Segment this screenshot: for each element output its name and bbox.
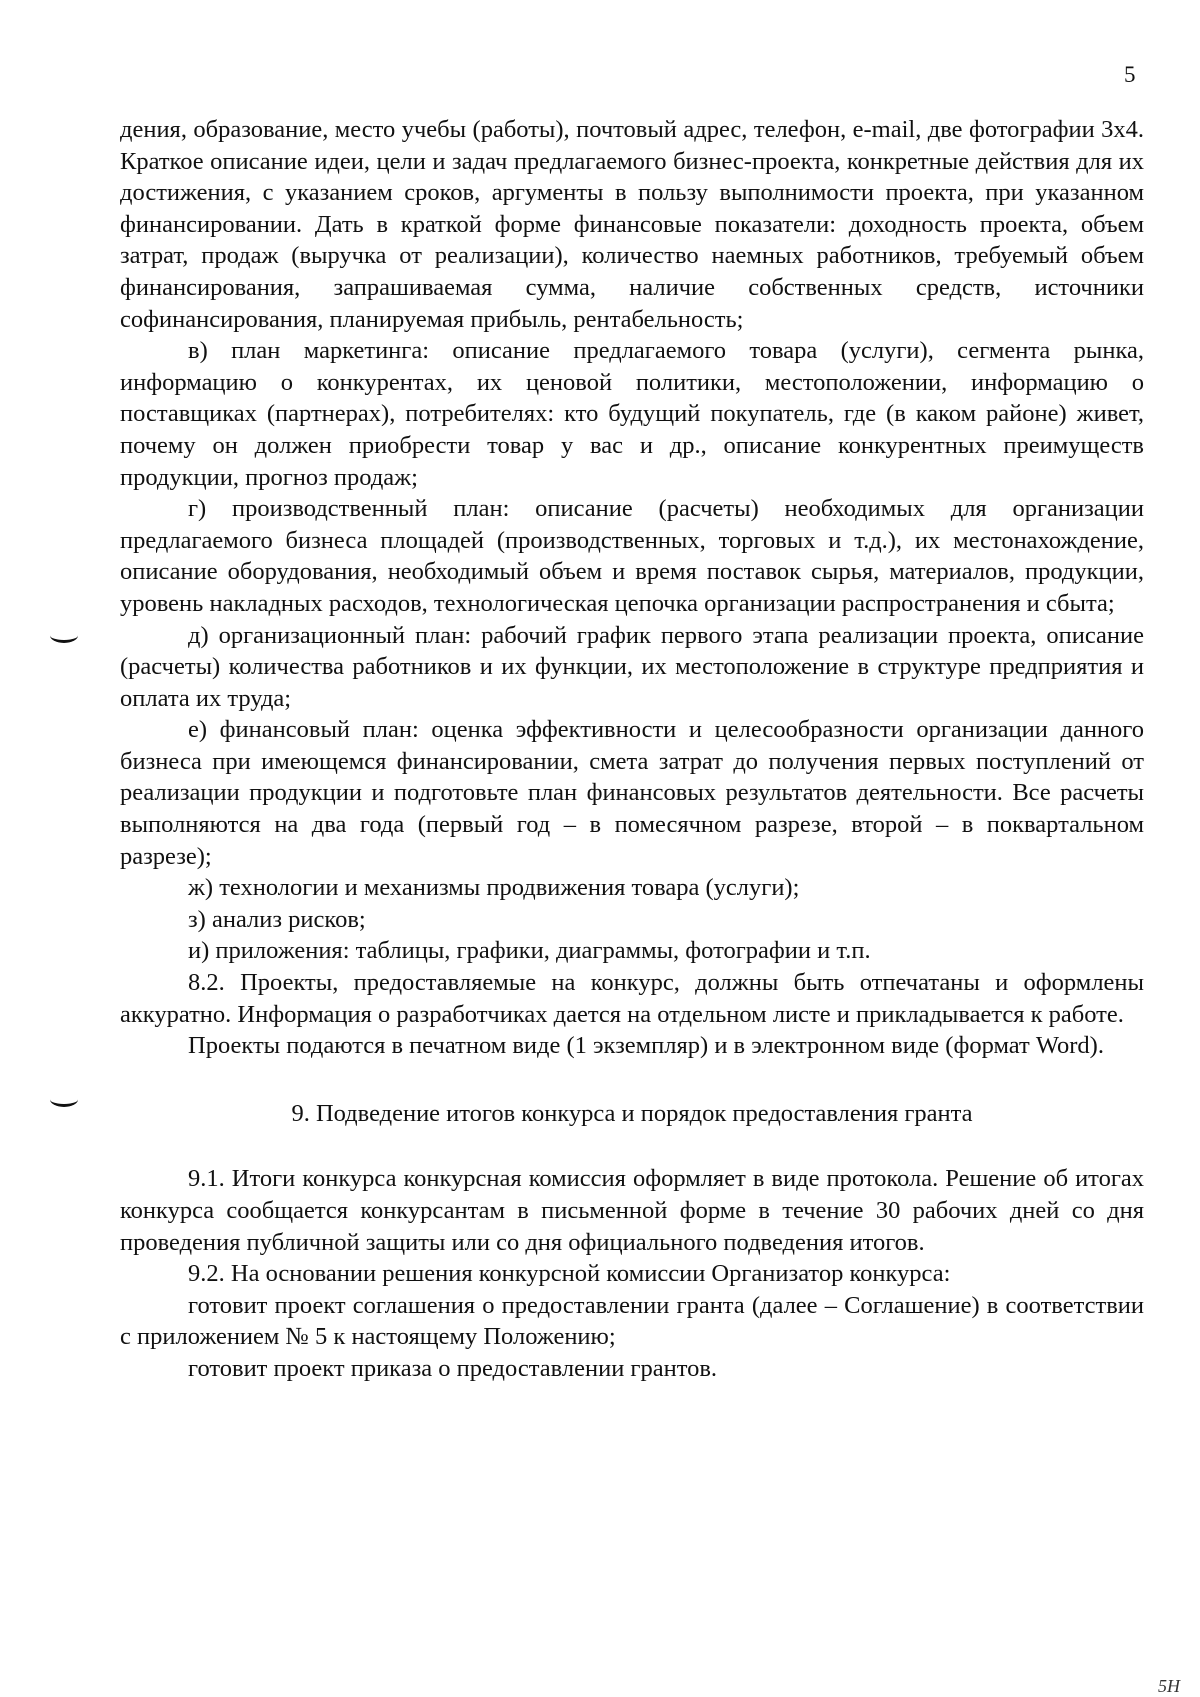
paragraph-continuation: дения, образование, место учебы (работы), почтовый адрес, телефон, e-mail, две фотографии 3х4. Краткое описание идеи, цели и задач предлагаемого бизнес-проекта, конкретные действия для их достижения, с указанием сроков, аргументы в пользу выполнимости проекта, при указанном финансировании. Дать в краткой форме финансовые показатели: доходность проекта, объем затрат, продаж (выручка от реализации), количество наемных работников, требуемый объем финансирования, запрашиваемая сумма, наличие собственных средств, источники софинансирования, планируемая прибыль, рентабельность; — [120, 116, 1144, 333]
document-body — [120, 114, 1144, 1385]
paragraph-appendices: и) приложения: таблицы, графики, диаграммы, фотографии и т.п. — [188, 937, 871, 965]
page-number: 5 — [1124, 62, 1136, 87]
section-heading: 9. Подведение итогов конкурса и порядок предоставления гранта — [291, 1099, 973, 1127]
corner-handwritten-mark: 5Н — [1158, 1676, 1180, 1696]
paragraph-agreement-draft: готовит проект соглашения о предоставлении гранта (далее – Соглашение) в соответствии с приложением № 5 к настоящему Положению; — [120, 1291, 1144, 1351]
paragraph-production-plan: г) производственный план: описание (расчеты) необходимых для организации предлагаемого бизнеса площадей (производственных, торговых и т.д.), их местонахождение, описание оборудования, необходимый объем и время поставок сырья, материалов, продукции, уровень накладных расходов, технологическая цепочка организации распространения и сбыта; — [120, 495, 1144, 617]
paragraph-organizational-plan: д) организационный план: рабочий график первого этапа реализации проекта, описание (расчеты) количества работников и их функции, их местоположение в структуре предприятия и оплата их труда; — [120, 621, 1144, 712]
paragraph-financial-plan: е) финансовый план: оценка эффективности и целесообразности организации данного бизнеса при имеющемся финансировании, смета затрат до получения первых поступлений от реализации продукции и подготовьте план финансовых результатов деятельности. Все расчеты выполняются на два года (первый год – в помесячном разрезе, второй – в поквартальном разрезе); — [120, 716, 1144, 870]
paragraph-marketing-plan: в) план маркетинга: описание предлагаемого товара (услуги), сегмента рынка, информацию о конкурентах, их ценовой политики, местоположении, информацию о поставщиках (партнерах), потребителях: кто будущий покупатель, где (в каком районе) живет, почему он должен приобрести товар у вас и др., описание конкурентных преимуществ продукции, прогноз продаж; — [120, 337, 1144, 491]
paragraph-submission-format: Проекты подаются в печатном виде (1 экземпляр) и в электронном виде (формат Word). — [188, 1032, 1104, 1060]
margin-pen-mark — [50, 1092, 78, 1107]
paragraph-order-draft: готовит проект приказа о предоставлении грантов. — [188, 1354, 718, 1382]
paragraph-risks: з) анализ рисков; — [188, 905, 366, 933]
paragraph-9-2: 9.2. На основании решения конкурсной комиссии Организатор конкурса: — [188, 1260, 951, 1288]
margin-pen-mark — [50, 628, 78, 643]
paragraph-promotion: ж) технологии и механизмы продвижения товара (услуги); — [188, 874, 800, 902]
paragraph-8-2: 8.2. Проекты, предоставляемые на конкурс, должны быть отпечатаны и оформлены аккуратно. Информация о разработчиках дается на отдельном листе и прикладывается к работе. — [120, 969, 1144, 1028]
paragraph-9-1: 9.1. Итоги конкурса конкурсная комиссия оформляет в виде протокола. Решение об итогах конкурса сообщается конкурсантам в письменной форме в течение 30 рабочих дней со дня проведения публичной защиты или со дня официального подведения итогов. — [120, 1165, 1144, 1256]
